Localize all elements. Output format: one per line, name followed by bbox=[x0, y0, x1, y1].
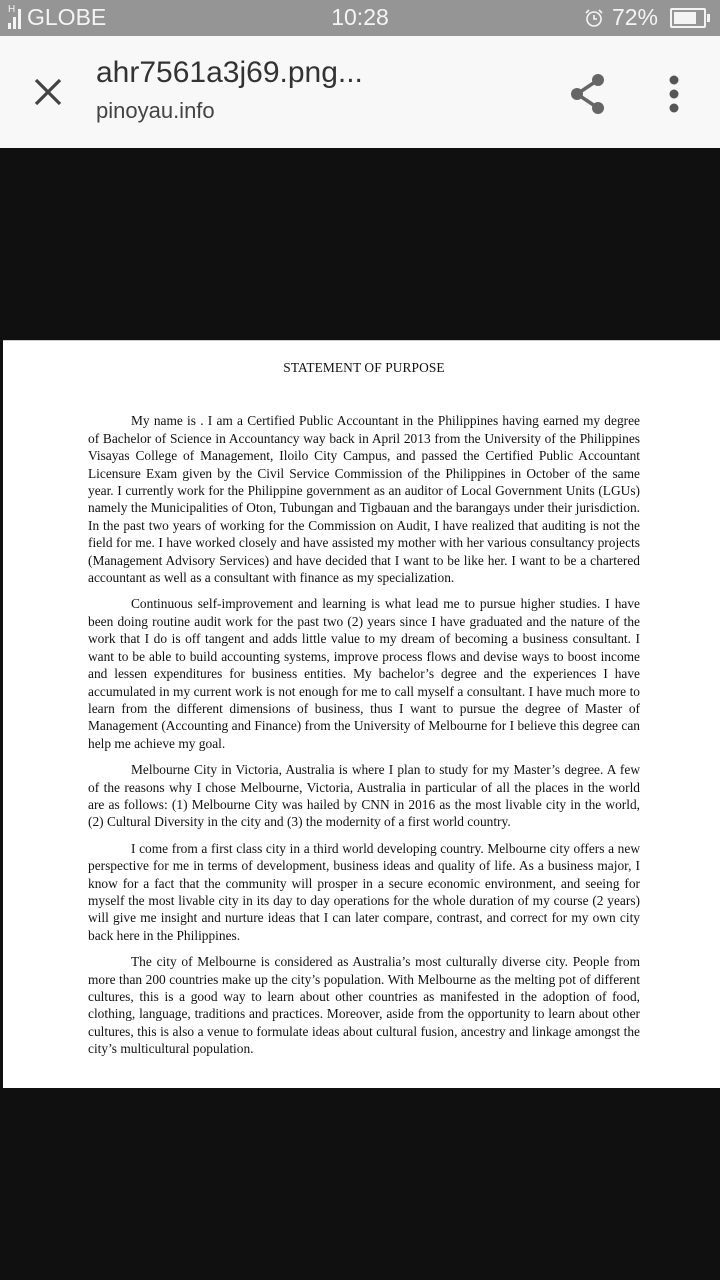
app-bar bbox=[0, 36, 720, 148]
document-image[interactable] bbox=[3, 340, 720, 1088]
document-heading: STATEMENT OF PURPOSE bbox=[283, 360, 445, 375]
clock: 10:28 bbox=[331, 4, 389, 30]
battery-icon bbox=[670, 8, 706, 28]
paragraph: I come from a first class city in a third world developing country. Melbourne city offers a new perspective for me in terms of development, business ideas and quality of life. As a business major, I know for a fact that the community will prosper in a secure economic environment, and seeing for myself the most livable city in its day to day operations for the whole duration of my course (2 years) will give me insight and nurture ideas that I can later compare, contrast, and correct for my own city back here in the Philippines. bbox=[88, 840, 640, 943]
battery-percent: 72% bbox=[611, 4, 658, 30]
status-bar bbox=[0, 0, 720, 36]
share-icon[interactable] bbox=[566, 72, 610, 116]
network-type: H bbox=[8, 3, 16, 15]
title-block bbox=[96, 56, 363, 124]
paragraph: Melbourne City in Victoria, Australia is where I plan to study for my Master’s degree. A few of the reasons why I chose Melbourne, Victoria, Australia in particular of all the places in the world are as follows: (1) Melbourne City was hailed by CNN in 2016 as the most livable city in the world, (2) Cultural Diversity in the city and (3) the modernity of a first world country. bbox=[88, 762, 640, 830]
alarm-clock-icon bbox=[584, 8, 604, 28]
status-right bbox=[584, 4, 706, 31]
file-title: ahr7561a3j69.png... bbox=[96, 56, 363, 89]
image-viewer[interactable] bbox=[0, 148, 720, 1280]
carrier-name: GLOBE bbox=[27, 4, 107, 30]
more-vert-icon[interactable] bbox=[660, 72, 688, 116]
close-icon[interactable] bbox=[30, 74, 66, 110]
paragraph: Continuous self-improvement and learning is what lead me to pursue higher studies. I have been doing routine audit work for the past two (2) years since I have graduated and the nature of the work that I do is off tangent and adds little value to my dream of becoming a business consultant. I want to be able to build accounting systems, improve process flows and devise ways to boost income and lessen expenditures for business entities. My bachelor’s degree and the experiences I have accumulated in my current work is not enough for me to call myself a consultant. I have much more to learn from the different dimensions of business, thus I want to pursue the degree of Master of Management (Accounting and Finance) from the University of Melbourne for I believe this degree can help me achieve my goal. bbox=[88, 596, 640, 751]
paragraph: My name is . I am a Certified Public Accountant in the Philippines having earned my degree of Bachelor of Science in Accountancy way back in April 2013 from the University of the Philippines Visayas College of Management, Iloilo City Campus, and passed the Certified Public Accountant Licensure Exam given by the Civil Service Commission of the Philippines in October of the same year. I currently work for the Philippine government as an auditor of Local Government Units (LGUs) namely the Municipalities of Oton, Tubungan and Tigbauan and the barangays under their jurisdiction. In the past two years of working for the Commission on Audit, I have realized that auditing is not the field for me. I have worked closely and have assisted my mother with her various consultancy projects (Management Advisory Services) and have decided that I want to be like her. I want to be a chartered accountant as well as a consultant with finance as my specialization. bbox=[88, 413, 640, 586]
source-domain: pinoyau.info bbox=[96, 98, 215, 123]
document-body bbox=[88, 359, 640, 1067]
paragraph: The city of Melbourne is considered as Australia’s most culturally diverse city. People from more than 200 countries make up the city’s population. With Melbourne as the melting pot of different cultures, this is a good way to learn about other countries as manifested in the adoption of food, clothing, language, traditions and practices. Moreover, aside from the opportunity to learn about other cultures, this is also a venue to formulate ideas about cultural fusion, ancestry and linkage amongst the city’s multicultural population. bbox=[88, 954, 640, 1057]
